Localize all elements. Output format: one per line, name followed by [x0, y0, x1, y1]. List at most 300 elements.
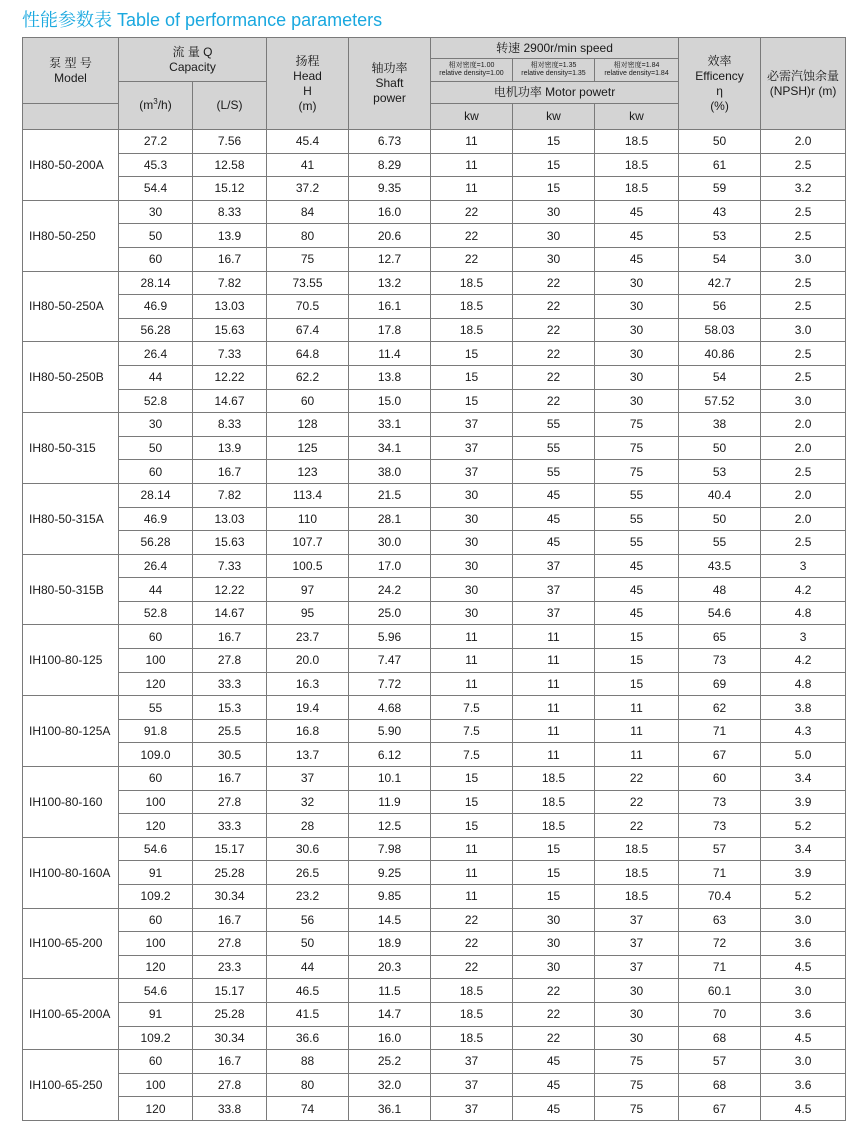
value-cell: 45 [595, 200, 679, 224]
value-cell: 15.63 [193, 318, 267, 342]
value-cell: 45 [513, 1050, 595, 1074]
value-cell: 18.5 [431, 1026, 513, 1050]
value-cell: 18.5 [595, 130, 679, 154]
value-cell: 123 [267, 460, 349, 484]
value-cell: 20.6 [349, 224, 431, 248]
value-cell: 32 [267, 790, 349, 814]
table-row [23, 153, 846, 177]
model-cell: IH80-50-250A [23, 271, 119, 342]
value-cell: 45 [513, 1097, 595, 1121]
value-cell: 128 [267, 413, 349, 437]
value-cell: 7.33 [193, 554, 267, 578]
value-cell: 73 [679, 814, 761, 838]
value-cell: 30.34 [193, 885, 267, 909]
table-row [23, 696, 846, 720]
value-cell: 75 [595, 1097, 679, 1121]
value-cell: 63 [679, 908, 761, 932]
value-cell: 37.2 [267, 177, 349, 201]
value-cell: 15.12 [193, 177, 267, 201]
value-cell: 100 [119, 1073, 193, 1097]
value-cell: 44 [119, 578, 193, 602]
value-cell: 30 [431, 554, 513, 578]
model-cell: IH100-65-200 [23, 908, 119, 979]
value-cell: 30 [513, 932, 595, 956]
value-cell: 30 [431, 601, 513, 625]
page-title: 性能参数表 Table of performance parameters [22, 10, 383, 30]
value-cell: 30 [119, 413, 193, 437]
value-cell: 4.68 [349, 696, 431, 720]
table-row [23, 531, 846, 555]
header-capacity: 流 量 Q Capacity [119, 38, 267, 82]
table-row [23, 436, 846, 460]
value-cell: 3.6 [761, 1002, 846, 1026]
value-cell: 60 [119, 1050, 193, 1074]
header-speed: 转速 2900r/min speed [431, 38, 679, 59]
value-cell: 3.6 [761, 932, 846, 956]
value-cell: 73.55 [267, 271, 349, 295]
value-cell: 11 [595, 719, 679, 743]
table-row [23, 365, 846, 389]
header-head: 扬程 Head H (m) [267, 38, 349, 130]
value-cell: 57 [679, 837, 761, 861]
table-row [23, 578, 846, 602]
value-cell: 5.96 [349, 625, 431, 649]
value-cell: 7.56 [193, 130, 267, 154]
table-row [23, 1050, 846, 1074]
value-cell: 7.47 [349, 649, 431, 673]
value-cell: 73 [679, 649, 761, 673]
value-cell: 54.4 [119, 177, 193, 201]
value-cell: 14.5 [349, 908, 431, 932]
value-cell: 50 [679, 507, 761, 531]
value-cell: 22 [513, 295, 595, 319]
value-cell: 22 [513, 342, 595, 366]
value-cell: 8.33 [193, 413, 267, 437]
table-row [23, 554, 846, 578]
header-shaft-power: 轴功率 Shaft power [349, 38, 431, 130]
value-cell: 5.0 [761, 743, 846, 767]
value-cell: 80 [267, 224, 349, 248]
value-cell: 15 [431, 389, 513, 413]
value-cell: 71 [679, 719, 761, 743]
table-row [23, 1073, 846, 1097]
value-cell: 55 [119, 696, 193, 720]
value-cell: 11 [595, 696, 679, 720]
value-cell: 5.90 [349, 719, 431, 743]
value-cell: 15 [513, 885, 595, 909]
value-cell: 52.8 [119, 389, 193, 413]
value-cell: 30.6 [267, 837, 349, 861]
value-cell: 60 [119, 625, 193, 649]
value-cell: 62.2 [267, 365, 349, 389]
value-cell: 16.0 [349, 1026, 431, 1050]
value-cell: 30 [595, 1026, 679, 1050]
value-cell: 3 [761, 554, 846, 578]
value-cell: 7.5 [431, 719, 513, 743]
value-cell: 25.0 [349, 601, 431, 625]
value-cell: 55 [513, 460, 595, 484]
value-cell: 16.1 [349, 295, 431, 319]
value-cell: 75 [595, 413, 679, 437]
value-cell: 30 [513, 955, 595, 979]
value-cell: 30 [595, 271, 679, 295]
value-cell: 18.5 [513, 767, 595, 791]
value-cell: 60.1 [679, 979, 761, 1003]
model-cell: IH80-50-250 [23, 200, 119, 271]
performance-table [22, 37, 846, 1121]
value-cell: 30.5 [193, 743, 267, 767]
value-cell: 45 [513, 1073, 595, 1097]
value-cell: 45 [513, 483, 595, 507]
value-cell: 37 [431, 436, 513, 460]
value-cell: 33.1 [349, 413, 431, 437]
value-cell: 54 [679, 247, 761, 271]
value-cell: 30 [431, 531, 513, 555]
value-cell: 26.4 [119, 554, 193, 578]
header-model-blank [23, 104, 119, 130]
value-cell: 18.5 [595, 885, 679, 909]
table-row [23, 224, 846, 248]
value-cell: 12.58 [193, 153, 267, 177]
table-row [23, 1002, 846, 1026]
header-motor-power: 电机功率 Motor powetr [431, 82, 679, 104]
value-cell: 45 [595, 601, 679, 625]
value-cell: 6.12 [349, 743, 431, 767]
value-cell: 22 [431, 955, 513, 979]
value-cell: 100 [119, 790, 193, 814]
value-cell: 37 [513, 601, 595, 625]
value-cell: 14.67 [193, 601, 267, 625]
value-cell: 16.7 [193, 908, 267, 932]
value-cell: 27.8 [193, 1073, 267, 1097]
value-cell: 9.35 [349, 177, 431, 201]
value-cell: 15 [595, 672, 679, 696]
value-cell: 25.28 [193, 861, 267, 885]
table-row [23, 908, 846, 932]
table-row [23, 932, 846, 956]
value-cell: 11 [513, 672, 595, 696]
header-density-1: 相对密度=1.00 relative density=1.00 [431, 59, 513, 82]
value-cell: 67 [679, 743, 761, 767]
value-cell: 16.7 [193, 460, 267, 484]
value-cell: 18.5 [431, 318, 513, 342]
value-cell: 15.17 [193, 979, 267, 1003]
value-cell: 4.2 [761, 649, 846, 673]
value-cell: 2.0 [761, 130, 846, 154]
value-cell: 2.5 [761, 153, 846, 177]
value-cell: 3.9 [761, 861, 846, 885]
value-cell: 36.6 [267, 1026, 349, 1050]
value-cell: 20.3 [349, 955, 431, 979]
value-cell: 2.5 [761, 295, 846, 319]
table-row [23, 1026, 846, 1050]
value-cell: 27.8 [193, 649, 267, 673]
value-cell: 12.7 [349, 247, 431, 271]
value-cell: 18.5 [431, 271, 513, 295]
value-cell: 22 [431, 908, 513, 932]
value-cell: 15 [595, 649, 679, 673]
value-cell: 75 [595, 460, 679, 484]
value-cell: 18.9 [349, 932, 431, 956]
value-cell: 4.8 [761, 601, 846, 625]
value-cell: 11 [513, 719, 595, 743]
value-cell: 20.0 [267, 649, 349, 673]
value-cell: 7.82 [193, 483, 267, 507]
value-cell: 22 [595, 767, 679, 791]
value-cell: 113.4 [267, 483, 349, 507]
value-cell: 54.6 [119, 979, 193, 1003]
table-row [23, 814, 846, 838]
value-cell: 70 [679, 1002, 761, 1026]
table-row [23, 885, 846, 909]
value-cell: 43 [679, 200, 761, 224]
value-cell: 22 [431, 224, 513, 248]
value-cell: 84 [267, 200, 349, 224]
value-cell: 11 [513, 743, 595, 767]
value-cell: 7.5 [431, 696, 513, 720]
table-row [23, 295, 846, 319]
value-cell: 15 [513, 153, 595, 177]
table-row [23, 979, 846, 1003]
value-cell: 55 [513, 413, 595, 437]
header-density-2: 相对密度=1.35 relative density=1.35 [513, 59, 595, 82]
value-cell: 22 [513, 1026, 595, 1050]
table-row [23, 247, 846, 271]
table-row [23, 389, 846, 413]
table-row [23, 318, 846, 342]
value-cell: 37 [595, 955, 679, 979]
table-row [23, 460, 846, 484]
value-cell: 13.8 [349, 365, 431, 389]
value-cell: 23.7 [267, 625, 349, 649]
value-cell: 48 [679, 578, 761, 602]
value-cell: 120 [119, 955, 193, 979]
header-capacity-m3h: $(m^3/h)$ [119, 82, 193, 130]
value-cell: 11 [431, 885, 513, 909]
value-cell: 45.3 [119, 153, 193, 177]
value-cell: 97 [267, 578, 349, 602]
value-cell: 15 [595, 625, 679, 649]
value-cell: 14.67 [193, 389, 267, 413]
value-cell: 3.4 [761, 767, 846, 791]
value-cell: 30 [595, 295, 679, 319]
value-cell: 22 [513, 365, 595, 389]
value-cell: 11.4 [349, 342, 431, 366]
model-cell: IH100-65-250 [23, 1050, 119, 1121]
value-cell: 15.3 [193, 696, 267, 720]
value-cell: 50 [267, 932, 349, 956]
value-cell: 25.2 [349, 1050, 431, 1074]
value-cell: 4.5 [761, 1097, 846, 1121]
value-cell: 10.1 [349, 767, 431, 791]
value-cell: 22 [513, 318, 595, 342]
value-cell: 57 [679, 1050, 761, 1074]
value-cell: 45 [595, 578, 679, 602]
value-cell: 11 [431, 861, 513, 885]
value-cell: 15 [513, 837, 595, 861]
value-cell: 109.2 [119, 885, 193, 909]
value-cell: 41.5 [267, 1002, 349, 1026]
header-kw-1: kw [431, 104, 513, 130]
value-cell: 8.33 [193, 200, 267, 224]
value-cell: 71 [679, 955, 761, 979]
value-cell: 60 [119, 908, 193, 932]
table-row [23, 649, 846, 673]
value-cell: 16.3 [267, 672, 349, 696]
table-row [23, 200, 846, 224]
value-cell: 15 [513, 177, 595, 201]
value-cell: 60 [119, 247, 193, 271]
value-cell: 22 [595, 790, 679, 814]
model-cell: IH100-80-160 [23, 767, 119, 838]
value-cell: 7.33 [193, 342, 267, 366]
value-cell: 15 [431, 365, 513, 389]
value-cell: 18.5 [431, 1002, 513, 1026]
value-cell: 11 [431, 177, 513, 201]
value-cell: 16.7 [193, 767, 267, 791]
table-row [23, 177, 846, 201]
value-cell: 120 [119, 672, 193, 696]
value-cell: 11 [431, 153, 513, 177]
value-cell: 6.73 [349, 130, 431, 154]
value-cell: 65 [679, 625, 761, 649]
value-cell: 4.5 [761, 955, 846, 979]
value-cell: 22 [513, 271, 595, 295]
value-cell: 18.5 [595, 837, 679, 861]
value-cell: 54 [679, 365, 761, 389]
value-cell: 3.0 [761, 247, 846, 271]
value-cell: 24.2 [349, 578, 431, 602]
value-cell: 60 [267, 389, 349, 413]
value-cell: 55 [679, 531, 761, 555]
value-cell: 18.5 [513, 814, 595, 838]
value-cell: 67 [679, 1097, 761, 1121]
value-cell: 30 [595, 979, 679, 1003]
value-cell: 7.82 [193, 271, 267, 295]
value-cell: 11 [431, 649, 513, 673]
value-cell: 50 [119, 436, 193, 460]
value-cell: 18.5 [431, 979, 513, 1003]
table-body [23, 130, 846, 1121]
value-cell: 2.5 [761, 271, 846, 295]
value-cell: 2.0 [761, 507, 846, 531]
value-cell: 12.22 [193, 365, 267, 389]
value-cell: 56 [267, 908, 349, 932]
value-cell: 27.8 [193, 790, 267, 814]
value-cell: 13.9 [193, 436, 267, 460]
value-cell: 100.5 [267, 554, 349, 578]
table-row [23, 271, 846, 295]
value-cell: 42.7 [679, 271, 761, 295]
model-cell: IH100-80-160A [23, 837, 119, 908]
model-cell: IH80-50-250B [23, 342, 119, 413]
header-efficiency: 效率 Efficency η (%) [679, 38, 761, 130]
value-cell: 30 [431, 483, 513, 507]
value-cell: 75 [595, 1073, 679, 1097]
value-cell: 69 [679, 672, 761, 696]
value-cell: 45 [595, 554, 679, 578]
value-cell: 68 [679, 1073, 761, 1097]
value-cell: 14.7 [349, 1002, 431, 1026]
table-row [23, 413, 846, 437]
value-cell: 56.28 [119, 531, 193, 555]
table-row [23, 743, 846, 767]
value-cell: 46.5 [267, 979, 349, 1003]
value-cell: 21.5 [349, 483, 431, 507]
value-cell: 11 [513, 625, 595, 649]
value-cell: 13.7 [267, 743, 349, 767]
value-cell: 74 [267, 1097, 349, 1121]
value-cell: 7.98 [349, 837, 431, 861]
value-cell: 26.4 [119, 342, 193, 366]
value-cell: 55 [595, 483, 679, 507]
value-cell: 9.85 [349, 885, 431, 909]
value-cell: 45.4 [267, 130, 349, 154]
value-cell: 15 [431, 790, 513, 814]
table-row [23, 767, 846, 791]
value-cell: 30 [513, 200, 595, 224]
value-cell: 16.7 [193, 625, 267, 649]
table-row [23, 955, 846, 979]
value-cell: 18.5 [513, 790, 595, 814]
value-cell: 5.2 [761, 814, 846, 838]
header-npsh: 必需汽蚀余量 (NPSH)r (m) [761, 38, 846, 130]
value-cell: 9.25 [349, 861, 431, 885]
value-cell: 50 [119, 224, 193, 248]
value-cell: 13.03 [193, 507, 267, 531]
value-cell: 46.9 [119, 295, 193, 319]
table-row [23, 790, 846, 814]
value-cell: 30 [595, 318, 679, 342]
value-cell: 11.5 [349, 979, 431, 1003]
value-cell: 80 [267, 1073, 349, 1097]
table-row [23, 625, 846, 649]
value-cell: 30 [431, 578, 513, 602]
value-cell: 60 [119, 460, 193, 484]
value-cell: 109.2 [119, 1026, 193, 1050]
value-cell: 17.0 [349, 554, 431, 578]
value-cell: 58.03 [679, 318, 761, 342]
value-cell: 88 [267, 1050, 349, 1074]
value-cell: 36.1 [349, 1097, 431, 1121]
value-cell: 71 [679, 861, 761, 885]
value-cell: 23.2 [267, 885, 349, 909]
value-cell: 44 [119, 365, 193, 389]
value-cell: 18.5 [431, 295, 513, 319]
value-cell: 37 [431, 1073, 513, 1097]
value-cell: 22 [595, 814, 679, 838]
model-cell: IH80-50-200A [23, 130, 119, 201]
value-cell: 33.8 [193, 1097, 267, 1121]
value-cell: 61 [679, 153, 761, 177]
value-cell: 40.86 [679, 342, 761, 366]
value-cell: 54.6 [119, 837, 193, 861]
value-cell: 27.8 [193, 932, 267, 956]
value-cell: 37 [595, 908, 679, 932]
value-cell: 3.9 [761, 790, 846, 814]
table-row [23, 672, 846, 696]
value-cell: 28.14 [119, 271, 193, 295]
value-cell: 37 [431, 413, 513, 437]
value-cell: 37 [431, 1050, 513, 1074]
table-row [23, 342, 846, 366]
value-cell: 22 [431, 932, 513, 956]
value-cell: 27.2 [119, 130, 193, 154]
table-row [23, 483, 846, 507]
value-cell: 4.3 [761, 719, 846, 743]
value-cell: 107.7 [267, 531, 349, 555]
value-cell: 70.4 [679, 885, 761, 909]
